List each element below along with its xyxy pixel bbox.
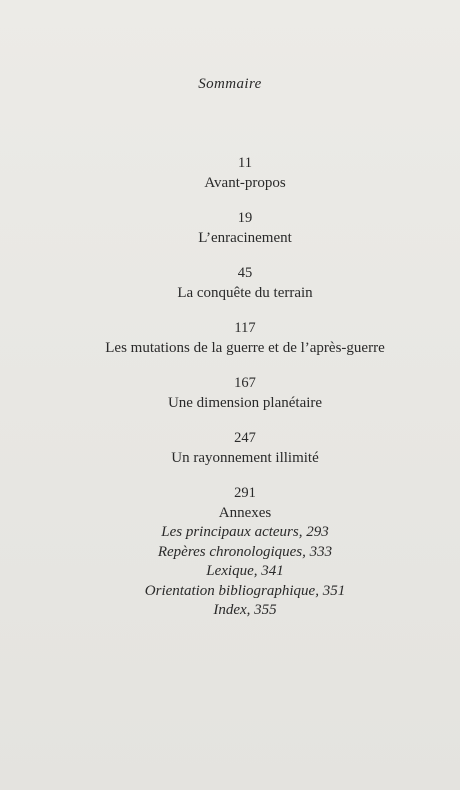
toc-entry-title: Une dimension planétaire (167, 395, 323, 411)
toc-entry-enracinement (0, 209, 460, 248)
toc-entry-page-number: 291 (234, 485, 256, 501)
toc-entry-page-number: 247 (234, 430, 256, 446)
toc-entry-avant-propos (0, 154, 460, 193)
toc-entry-page-number: 19 (237, 210, 253, 226)
toc-entry-title: Annexes (218, 505, 272, 521)
toc-entry-mutations (0, 319, 460, 358)
annex-item-index: Index, 355 (213, 602, 277, 618)
page-title: Sommaire (198, 76, 262, 92)
toc-entry-title: L’enracinement (198, 230, 292, 246)
toc-entry-conquete (0, 264, 460, 303)
toc-entry-title: Un rayonnement illimité (171, 450, 319, 466)
table-of-contents (0, 154, 460, 621)
toc-entry-dimension (0, 374, 460, 413)
toc-entry-annexes (0, 484, 460, 621)
toc-entry-page-number: 167 (234, 375, 256, 391)
toc-entry-page-number: 117 (234, 320, 256, 336)
toc-entry-page-number: 45 (237, 265, 253, 281)
toc-entry-title: Avant-propos (204, 175, 286, 191)
toc-entry-title: Les mutations de la guerre et de l’après-guerre (105, 340, 385, 356)
toc-entry-page-number: 11 (238, 155, 252, 171)
annex-item-acteurs: Les principaux acteurs, 293 (161, 524, 329, 540)
annex-item-lexique: Lexique, 341 (206, 563, 284, 579)
toc-entry-title: La conquête du terrain (177, 285, 313, 301)
toc-entry-rayonnement (0, 429, 460, 468)
annex-item-bibliographie: Orientation bibliographique, 351 (144, 582, 346, 599)
annex-item-reperes: Repères chronologiques, 333 (157, 543, 333, 560)
